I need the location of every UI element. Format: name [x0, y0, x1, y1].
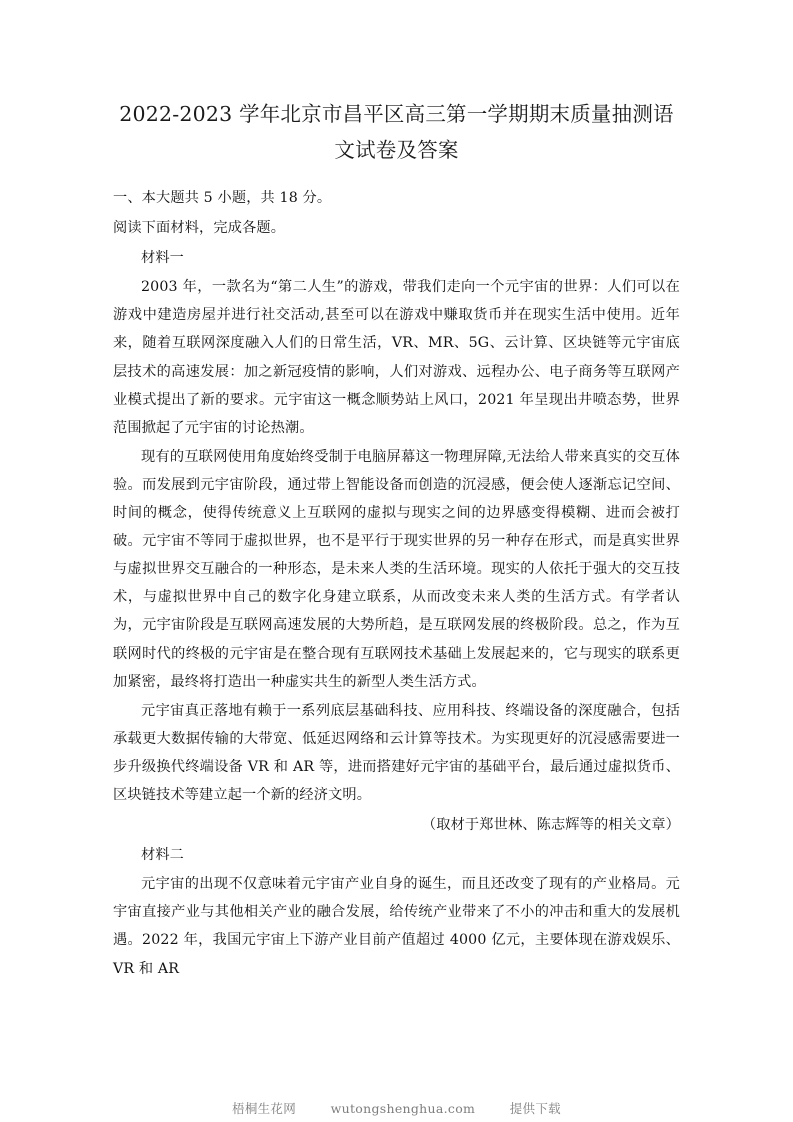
footer-site-name: 梧桐生花网 [232, 1101, 297, 1116]
footer-download-label: 提供下载 [509, 1101, 561, 1116]
material-two-paragraph-1: 元宇宙的出现不仅意味着元宇宙产业自身的诞生，而且还改变了现有的产业格局。元宇宙直接产业与其他相关产业的融合发展，给传统产业带来了不小的冲击和重大的发展机遇。2022 年，我国元宇宙上下游产业目前产值超过 4000 亿元，主要体现在游戏娱乐、VR 和 AR [113, 876, 680, 977]
material-one-paragraph-3: 元宇宙真正落地有赖于一系列底层基础科技、应用科技、终端设备的深度融合，包括承载更大数据传输的大带宽、低延迟网络和云计算等技术。为实现更好的沉浸感需要进一步升级换代终端设备 VR 和 AR 等，进而搭建好元宇宙的基础平台，最后通过虚拟货币、区块链技术等建立起一个新的经济文明。 [113, 702, 680, 803]
page-title: 2022-2023 学年北京市昌平区高三第一学期期末质量抽测语文试卷及答案 [119, 102, 674, 162]
document-content-column [113, 0, 680, 983]
material-one-source-attribution: （取材于郑世林、陈志辉等的相关文章） [421, 817, 680, 834]
section-heading: 一、本大题共 5 小题，共 18 分。 [113, 190, 332, 206]
material-one-paragraph-2: 现有的互联网使用角度始终受制于电脑屏幕这一物理屏障,无法给人带来真实的交互体验。而发展到元宇宙阶段，通过带上智能设备而创造的沉浸感，便会使人逐渐忘记空间、时间的概念，使得传统意义上互联网的虚拟与现实之间的边界感变得模糊、进而会被打破。元宇宙不等同于虚拟世界，也不是平行于现实世界的另一种存在形式，而是真实世界与虚拟世界交互融合的一种形态，是未来人类的生活环境。现实的人依托于强大的交互技术，与虚拟世界中自己的数字化身建立联系，从而改变未来人类的生活方式。有学者认为，元宇宙阶段是互联网高速发展的大势所趋，是互联网发展的终极阶段。总之，作为互联网时代的终极的元宇宙是在整合现有互联网技术基础上发展起来的，它与现实的联系更加紧密，最终将打造出一种虚实共生的新型人类生活方式。 [113, 448, 680, 690]
material-one-paragraph-1: 2003 年，一款名为“第二人生”的游戏，带我们走向一个元宇宙的世界：人们可以在游戏中建造房屋并进行社交活动,甚至可以在游戏中赚取货币并在现实生活中使用。近年来，随着互联网深度融入人们的日常生活，VR、MR、5G、云计算、区块链等元宇宙底层技术的高速发展：加之新冠疫情的影响，人们对游戏、远程办公、电子商务等互联网产业模式提出了新的要求。元宇宙这一概念顺势站上风口，2021 年呈现出井喷态势，世界范围掀起了元宇宙的讨论热潮。 [113, 279, 680, 436]
material-one-label: 材料一 [141, 250, 185, 267]
reading-instruction: 阅读下面材料，完成各题。 [113, 220, 286, 237]
material-two-label: 材料二 [141, 847, 185, 864]
footer-url: wutongshenghua.com [330, 1101, 476, 1116]
footer-watermark [0, 1099, 793, 1117]
